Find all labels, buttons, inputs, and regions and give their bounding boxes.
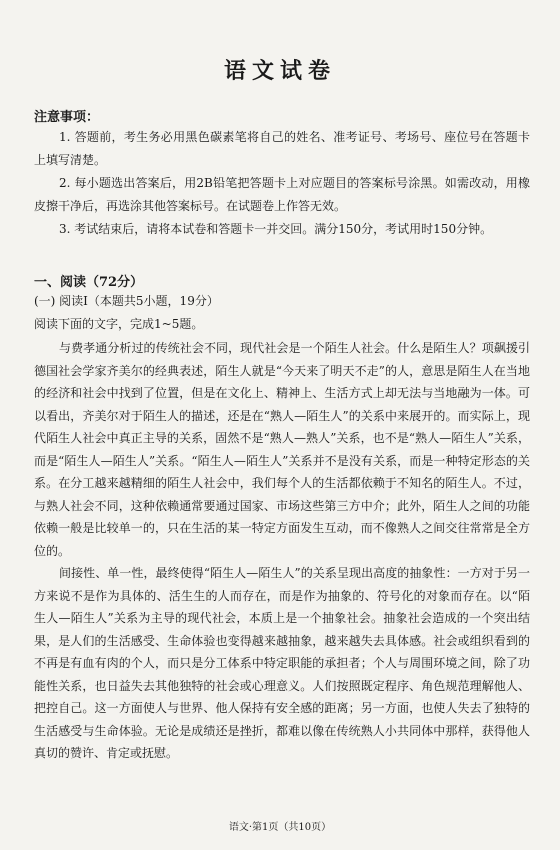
- page-footer: 语文·第1页（共10页）: [228, 822, 332, 833]
- notice-heading: 注意事项：: [34, 110, 100, 125]
- notice-item: 2. 每小题选出答案后，用2B铅笔把答题卡上对应题目的答案标号涂黑。如需改动，用橡皮擦干净后，再选涂其他答案标号。在试题卷上作答无效。: [34, 176, 530, 213]
- notice-item: 1. 答题前，考生务必用黑色碳素笔将自己的姓名、准考证号、考场号、座位号在答题卡上填写清楚。: [34, 130, 530, 167]
- passage-paragraph: 间接性、单一性，最终使得“陌生人—陌生人”的关系呈现出高度的抽象性：一方对于另一方来说不是作为具体的、活生生的人而存在，而是作为抽象的、符号化的对象而存在。以“陌生人—陌生人”关系为主导的现代社会，本质上是一个抽象社会。抽象社会造成的一个突出结果，是人们的生活感受、生命体验也变得越来越抽象，越来越失去具体感。社会或组织看到的不再是有血有肉的个人，而只是分工体系中特定职能的承担者；个人与周围环境之间，除了功能性关系，也日益失去其他独特的社会或心理意义。人们按照既定程序、角色规范理解他人、把控自己。这一方面使人与世界、他人保持有安全感的距离；另一方面，也使人失去了独特的生活感受与生命体验。无论是成绩还是挫折，都难以像在传统熟人小共同体中那样，获得他人真切的赞许、肯定或抚慰。: [34, 566, 530, 760]
- passage-paragraph: 与费孝通分析过的传统社会不同，现代社会是一个陌生人社会。什么是陌生人？项飙援引德国社会学家齐美尔的经典表述，陌生人就是“今天来了明天不走”的人，意思是陌生人在当地的经济和社会中找到了位置，但是在文化上、精神上、生活方式上却无法与当地融为一体。可以看出，齐美尔对于陌生人的描述，还是在“熟人—陌生人”的关系中来展开的。而实际上，现代陌生人社会中真正主导的关系，固然不是“熟人—熟人”关系，也不是“熟人—陌生人”关系，而是“陌生人—陌生人”关系。“陌生人—陌生人”关系并不是没有关系，而是一种特定形态的关系。在分工越来越精细的陌生人社会中，我们每个人的生活都依赖于不知名的陌生人。不过，与熟人社会不同，这种依赖通常要通过国家、市场这些第三方中介；此外，陌生人之间的功能依赖一般是比较单一的，只在生活的某一特定方面发生互动，而不像熟人之间交往常常是全方位的。: [34, 341, 530, 558]
- section-heading: 一、阅读（72分）: [34, 275, 144, 290]
- instruction-text: 阅读下面的文字，完成1~5题。: [34, 317, 204, 331]
- page-title: 语文试卷: [223, 58, 336, 84]
- subsection-heading: (一) 阅读Ⅰ（本题共5小题，19分）: [34, 294, 219, 308]
- notice-item: 3. 考试结束后，请将本试卷和答题卡一并交回。满分150分，考试用时150分钟。: [59, 222, 493, 236]
